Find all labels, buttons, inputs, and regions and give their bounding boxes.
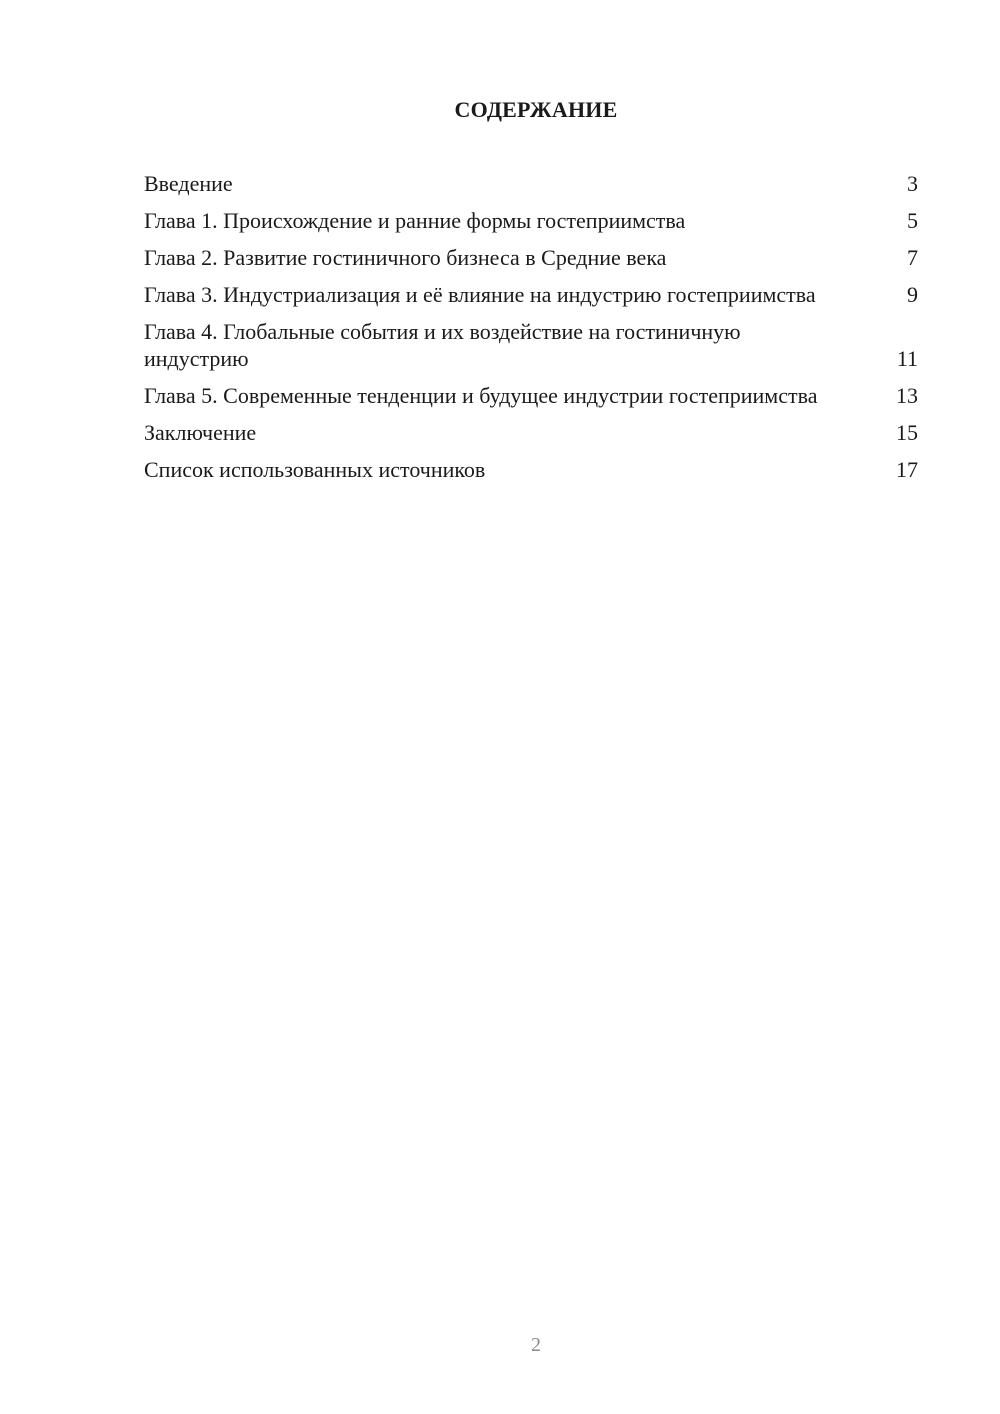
toc-entry-text: Глава 4. Глобальные события и их воздействие на гостиничную индустрию	[144, 319, 741, 371]
toc-entry-page: 7	[907, 245, 918, 270]
toc-entry-page: 17	[896, 457, 918, 482]
toc-entry-chapter-3	[144, 281, 918, 308]
toc-entry-introduction	[144, 170, 918, 197]
toc-entry-text: Глава 5. Современные тенденции и будущее индустрии гостеприимства	[144, 383, 818, 408]
toc-entry-chapter-4	[144, 318, 918, 372]
toc-entry-chapter-2	[144, 244, 918, 271]
table-of-contents	[144, 170, 918, 493]
toc-entry-page: 3	[907, 171, 918, 196]
toc-entry-page: 15	[896, 420, 918, 445]
page-number: 2	[531, 1334, 541, 1356]
toc-entry-page: 9	[907, 282, 918, 307]
page-title: СОДЕРЖАНИЕ	[454, 97, 618, 122]
toc-entry-chapter-1	[144, 207, 918, 234]
toc-entry-references	[144, 456, 918, 483]
toc-entry-page: 11	[896, 346, 918, 371]
toc-entry-text: Глава 3. Индустриализация и её влияние на индустрию гостеприимства	[144, 282, 816, 307]
toc-entry-text: Глава 2. Развитие гостиничного бизнеса в Средние века	[144, 245, 667, 270]
toc-entry-text: Заключение	[144, 420, 257, 445]
toc-entry-conclusion	[144, 419, 918, 446]
toc-entry-text: Глава 1. Происхождение и ранние формы гостеприимства	[144, 208, 686, 233]
toc-entry-text: Введение	[144, 171, 233, 196]
toc-entry-chapter-5	[144, 382, 918, 409]
toc-entry-page: 5	[907, 208, 918, 233]
toc-entry-text: Список использованных источников	[144, 457, 486, 482]
toc-entry-page: 13	[896, 383, 918, 408]
